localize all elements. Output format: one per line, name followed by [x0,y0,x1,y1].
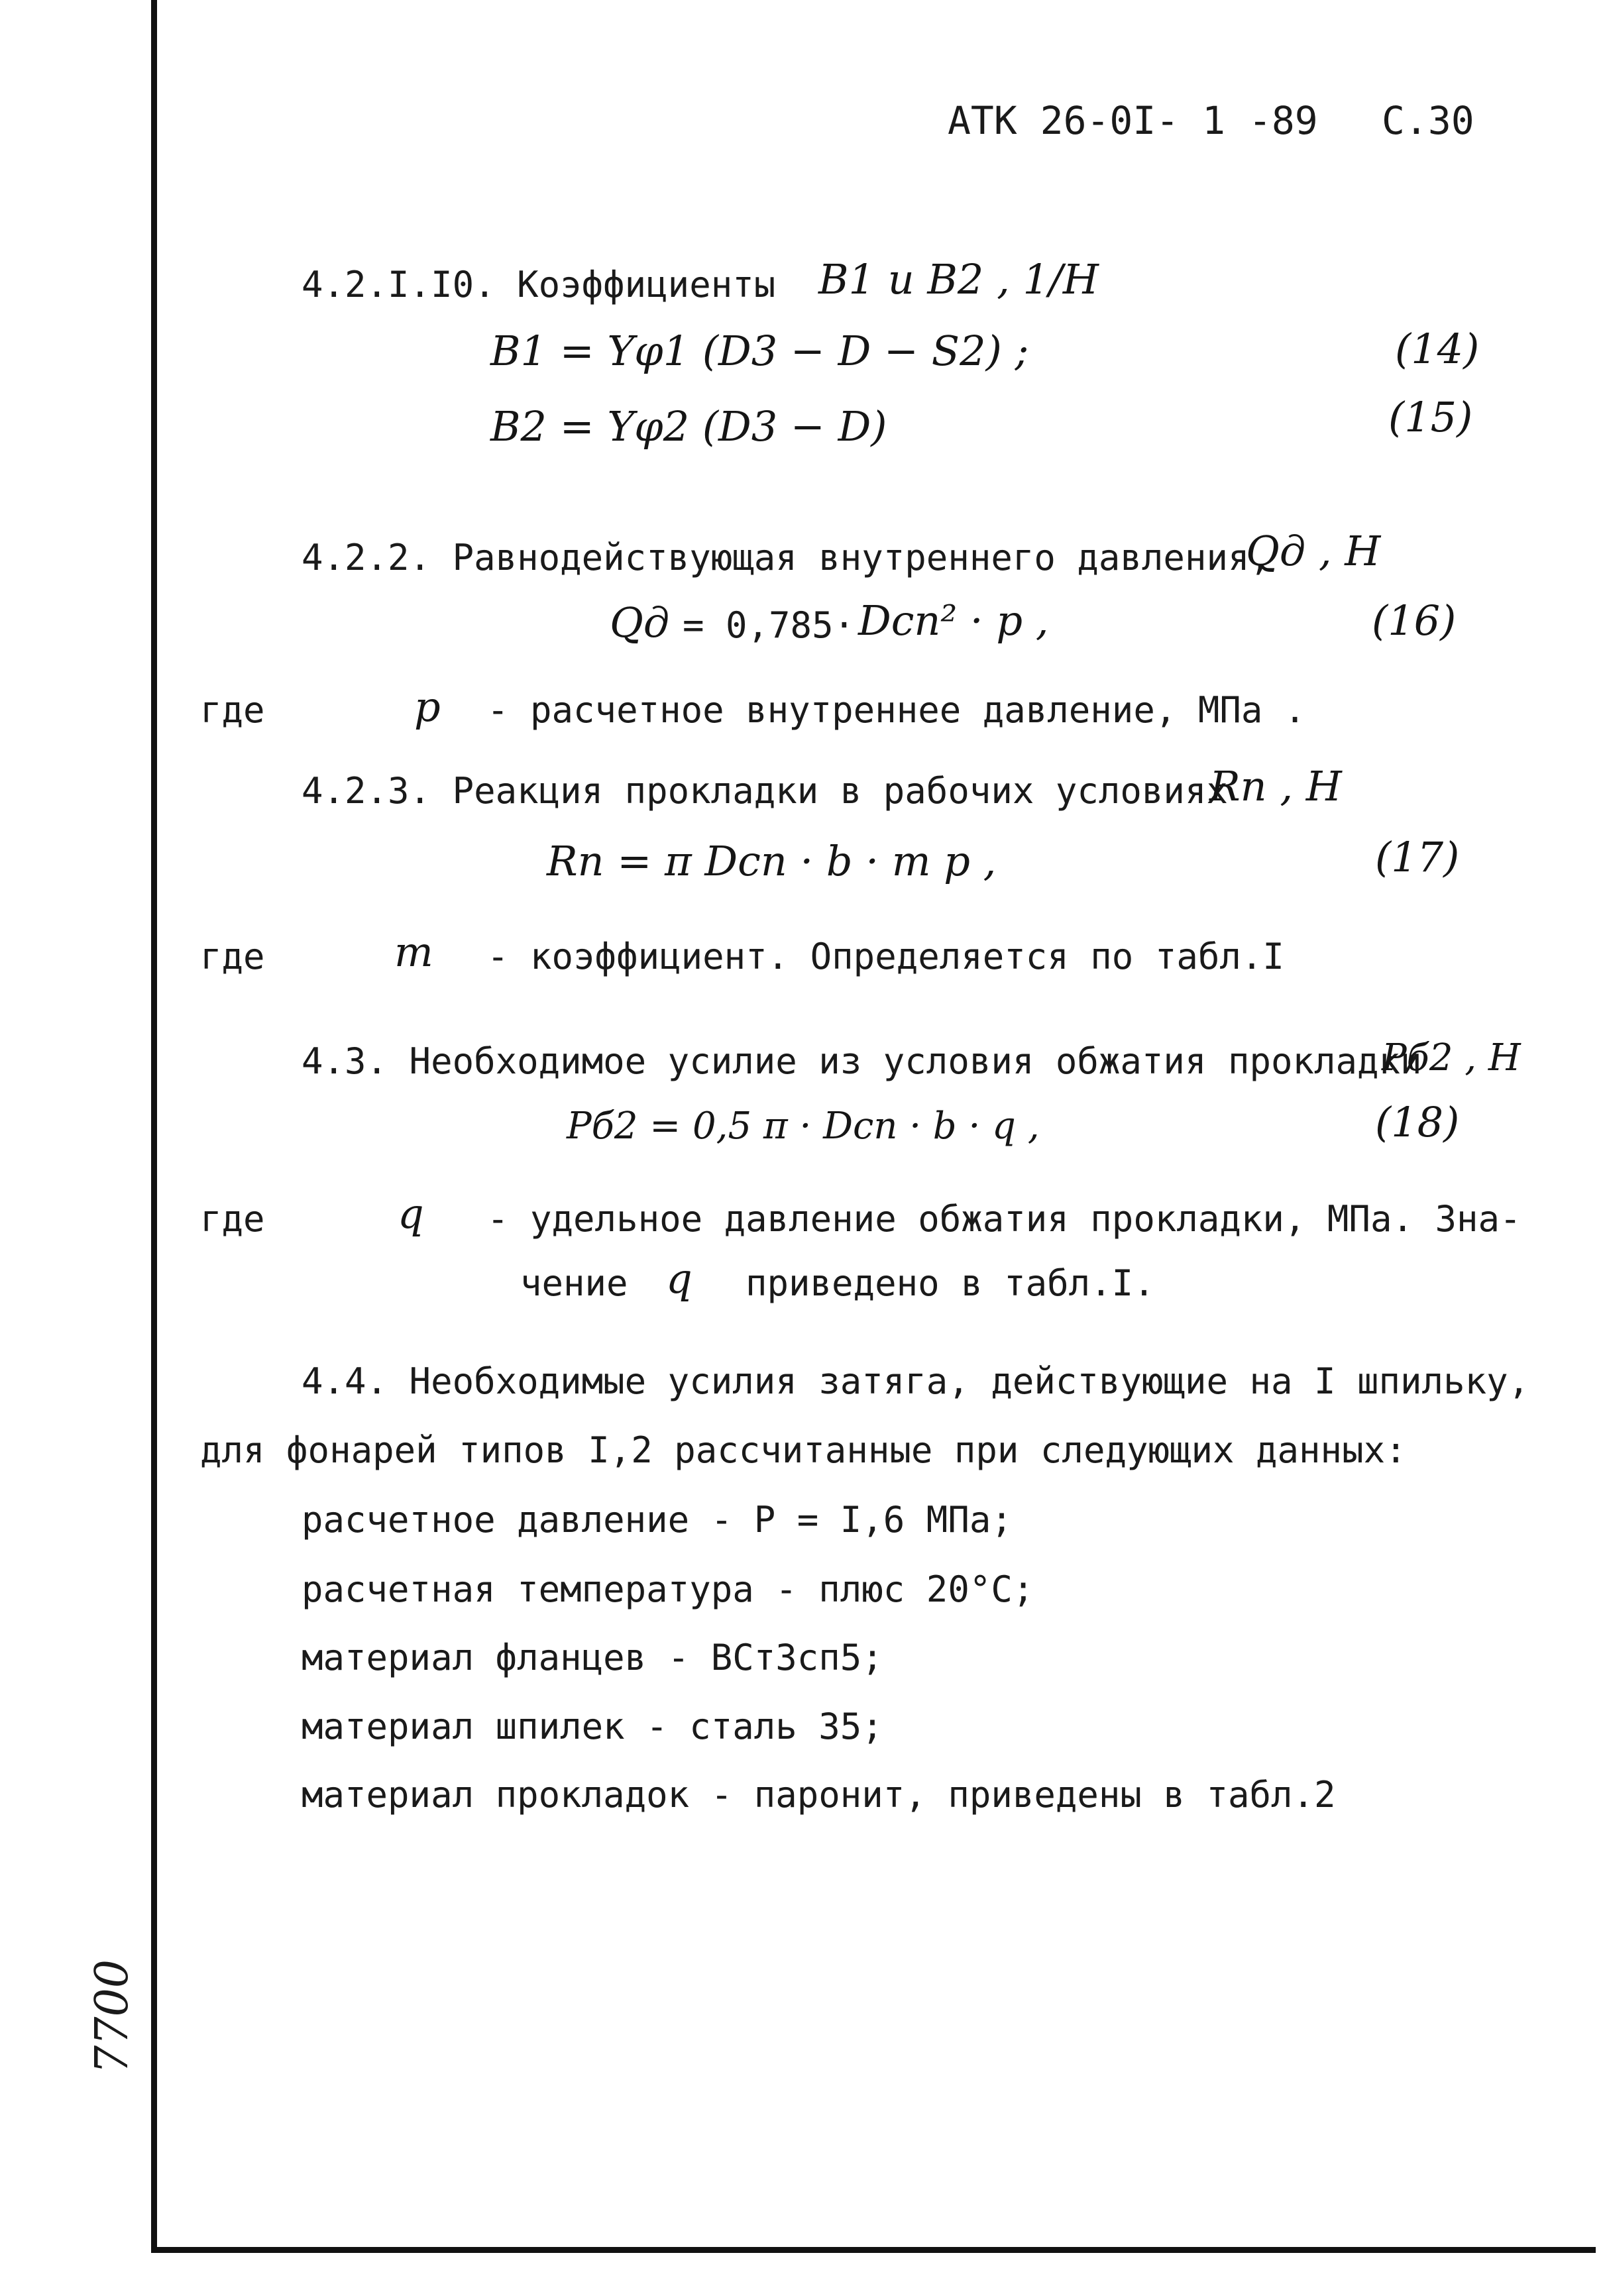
where-label-1: где [200,689,265,731]
data-item-gasket-material: материал прокладок - паронит, приведены в табл.2 [302,1774,1336,1816]
data-item-flange-material: материал фланцев - ВСт3сп5; [302,1637,883,1678]
page-number: С.30 [1382,98,1474,143]
document-code: АТК 26-0I- 1 -89 [948,98,1318,143]
equation-15-number: (15) [1388,393,1473,441]
where-symbol-m: m [394,928,433,976]
data-item-pressure: расчетное давление - P = I,6 МПа; [302,1499,1013,1541]
equation-15: B2 = Yφ2 (D3 − D) [490,402,887,451]
equation-18: Pб2 = 0,5 π · Dсп · b · q , [567,1105,1040,1148]
equation-16-lhs: Qд [610,598,670,647]
equation-16-mid: = 0,785· [683,604,856,646]
where-definition-q-line2-start: чение [520,1262,628,1304]
section-4-2-3-variables: Rп , H [1209,762,1342,810]
equation-16-rhs: Dсп² · p , [858,596,1049,645]
section-4-4-line2: для фонарей типов I,2 рассчитанные при следующих данных: [200,1429,1407,1471]
data-item-temperature: расчетная температура - плюс 20°С; [302,1568,1034,1610]
equation-16-number: (16) [1372,596,1457,645]
equation-14-number: (14) [1395,325,1480,373]
equation-17-number: (17) [1375,833,1460,881]
section-4-2-1-10-variables: B1 и B2 , 1/H [818,255,1099,303]
section-4-2-1-10-heading: 4.2.I.I0. Коэффициенты [302,264,776,305]
where-symbol-q: q [398,1189,424,1238]
where-definition-p: - расчетное внутреннее давление, МПа . [487,689,1306,731]
data-item-stud-material: материал шпилек - сталь 35; [302,1706,883,1747]
where-definition-m: - коэффициент. Определяется по табл.I [487,936,1284,977]
page-border-bottom [151,2247,1596,2253]
section-4-4-line1: 4.4. Необходимые усилия затяга, действующие на I шпильку, [302,1360,1530,1402]
section-4-2-2-heading: 4.2.2. Равнодействующая внутреннего давления, [302,537,1271,578]
where-symbol-p: p [414,683,441,731]
where-label-3: где [200,1198,265,1240]
equation-17: Rп = π Dсп · b · m p , [547,837,997,885]
inventory-number: 7700 [86,1959,138,2074]
where-symbol-q-inline: q [666,1254,692,1303]
section-4-2-3-heading: 4.2.3. Реакция прокладки в рабочих условиях [302,770,1228,812]
section-4-2-2-variables: Qд , H [1246,527,1381,575]
section-4-3-heading: 4.3. Необходимое усилие из условия обжатия прокладки [302,1040,1422,1082]
equation-14: B1 = Yφ1 (D3 − D − S2) ; [490,327,1029,375]
where-definition-q-line2-end: приведено в табл.I. [746,1262,1155,1304]
page-border-left [151,0,157,2253]
equation-18-number: (18) [1375,1098,1460,1146]
section-4-3-variables: Pб2 , H [1382,1036,1521,1079]
where-label-2: где [200,936,265,977]
where-definition-q-line1: - удельное давление обжатия прокладки, МПа. Зна- [487,1198,1522,1240]
